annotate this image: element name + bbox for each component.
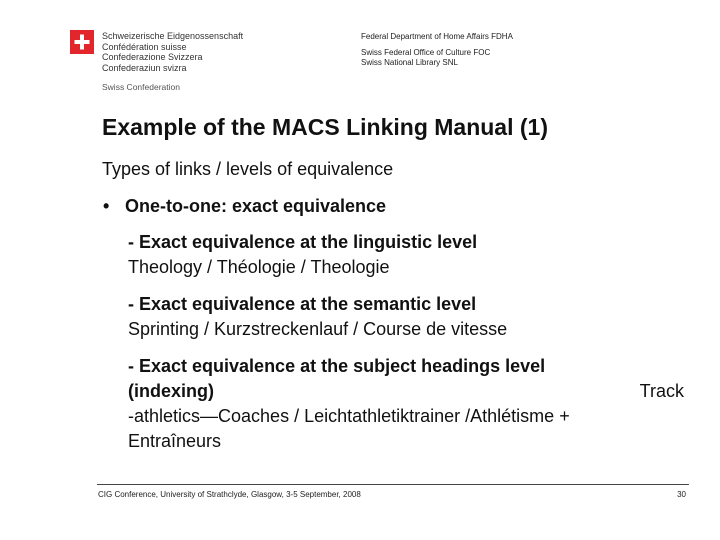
item-heading: - Exact equivalence at the linguistic level <box>128 232 478 252</box>
slide-title: Example of the MACS Linking Manual (1) <box>102 114 548 140</box>
item-example: Sprinting / Kurzstreckenlauf / Course de vitesse <box>128 319 508 339</box>
bullet-marker: • <box>103 196 110 216</box>
page-number: 30 <box>677 490 686 499</box>
item-heading-line1: - Exact equivalence at the subject headings level <box>128 356 546 376</box>
department-name: Federal Department of Home Affairs FDHA <box>361 32 513 41</box>
swiss-confederation-label: Swiss Confederation <box>102 82 180 92</box>
equivalence-item-linguistic <box>128 230 477 280</box>
office-name: Swiss Federal Office of Culture FOC <box>361 48 491 57</box>
item-example-part1: Track <box>639 381 684 401</box>
confederation-name-de: Schweizerische Eidgenossenschaft <box>102 31 244 41</box>
bullet-item <box>103 196 386 217</box>
equivalence-item-semantic <box>128 292 507 342</box>
confederation-name-rm: Confederaziun svizra <box>102 62 187 73</box>
footer-divider <box>97 484 689 485</box>
item-example-part2: -athletics—Coaches / Leichtathletiktrainer /Athlétisme + <box>128 406 570 426</box>
item-example: Theology / Théologie / Theologie <box>128 257 390 277</box>
item-heading: - Exact equivalence at the semantic level <box>128 294 477 314</box>
item-heading-line2: (indexing) <box>128 381 214 401</box>
library-name: Swiss National Library SNL <box>361 58 458 67</box>
confederation-name-fr: Confédération suisse <box>102 41 187 52</box>
equivalence-item-subject-headings <box>128 354 684 454</box>
item-example-part3: Entraîneurs <box>128 431 222 451</box>
confederation-name-it: Confederazione Svizzera <box>102 52 203 62</box>
swiss-flag-icon <box>70 30 94 54</box>
footer-text: CIG Conference, University of Strathclyde, Glasgow, 3-5 September, 2008 <box>98 490 361 499</box>
slide-subtitle: Types of links / levels of equivalence <box>102 159 394 179</box>
department-block <box>361 32 513 68</box>
bullet-text: One-to-one: exact equivalence <box>125 196 387 216</box>
confederation-names <box>102 31 243 73</box>
